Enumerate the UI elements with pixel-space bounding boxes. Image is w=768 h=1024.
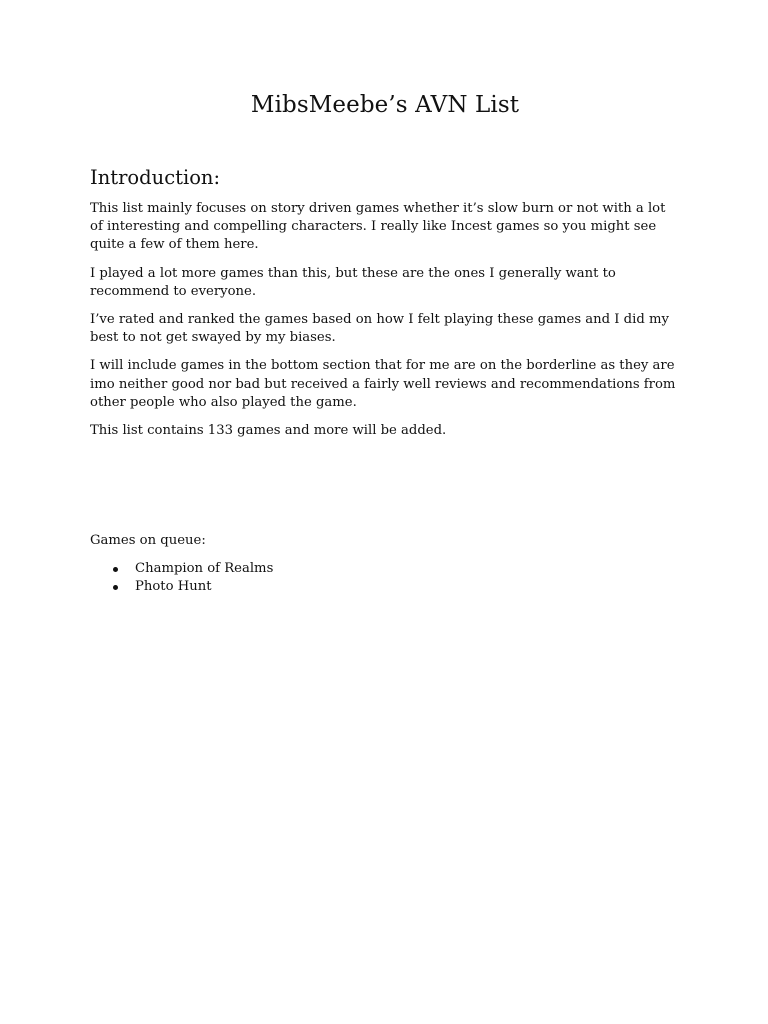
queue-item bbox=[135, 560, 680, 578]
queue-item bbox=[135, 578, 680, 596]
queue-item-label: Photo Hunt bbox=[135, 579, 212, 595]
intro-paragraph-1: This list mainly focuses on story driven games whether it’s slow burn or not with a lot of interesting and compelling characters. I really like Incest games so you might see quite a few of them here. bbox=[90, 201, 666, 253]
intro-paragraph-2: I played a lot more games than this, but these are the ones I generally want to recommend to everyone. bbox=[90, 265, 616, 299]
queue-list bbox=[90, 560, 680, 596]
blank-space bbox=[90, 450, 680, 532]
introduction-heading: Introduction: bbox=[90, 166, 221, 189]
intro-paragraph-3: I’ve rated and ranked the games based on how I felt playing these games and I did my best to not get swayed by my biases. bbox=[90, 312, 669, 346]
document-title: MibsMeebe’s AVN List bbox=[250, 92, 520, 118]
bullet-icon bbox=[113, 567, 118, 572]
bullet-icon bbox=[113, 585, 118, 590]
intro-paragraph-4: I will include games in the bottom section that for me are on the borderline as they are imo neither good nor bad but received a fairly well reviews and recommendations from other people who also played the game. bbox=[90, 358, 676, 410]
queue-item-label: Champion of Realms bbox=[135, 561, 274, 577]
queue-label: Games on queue: bbox=[90, 533, 206, 549]
games-count-paragraph: This list contains 133 games and more will be added. bbox=[90, 423, 447, 439]
